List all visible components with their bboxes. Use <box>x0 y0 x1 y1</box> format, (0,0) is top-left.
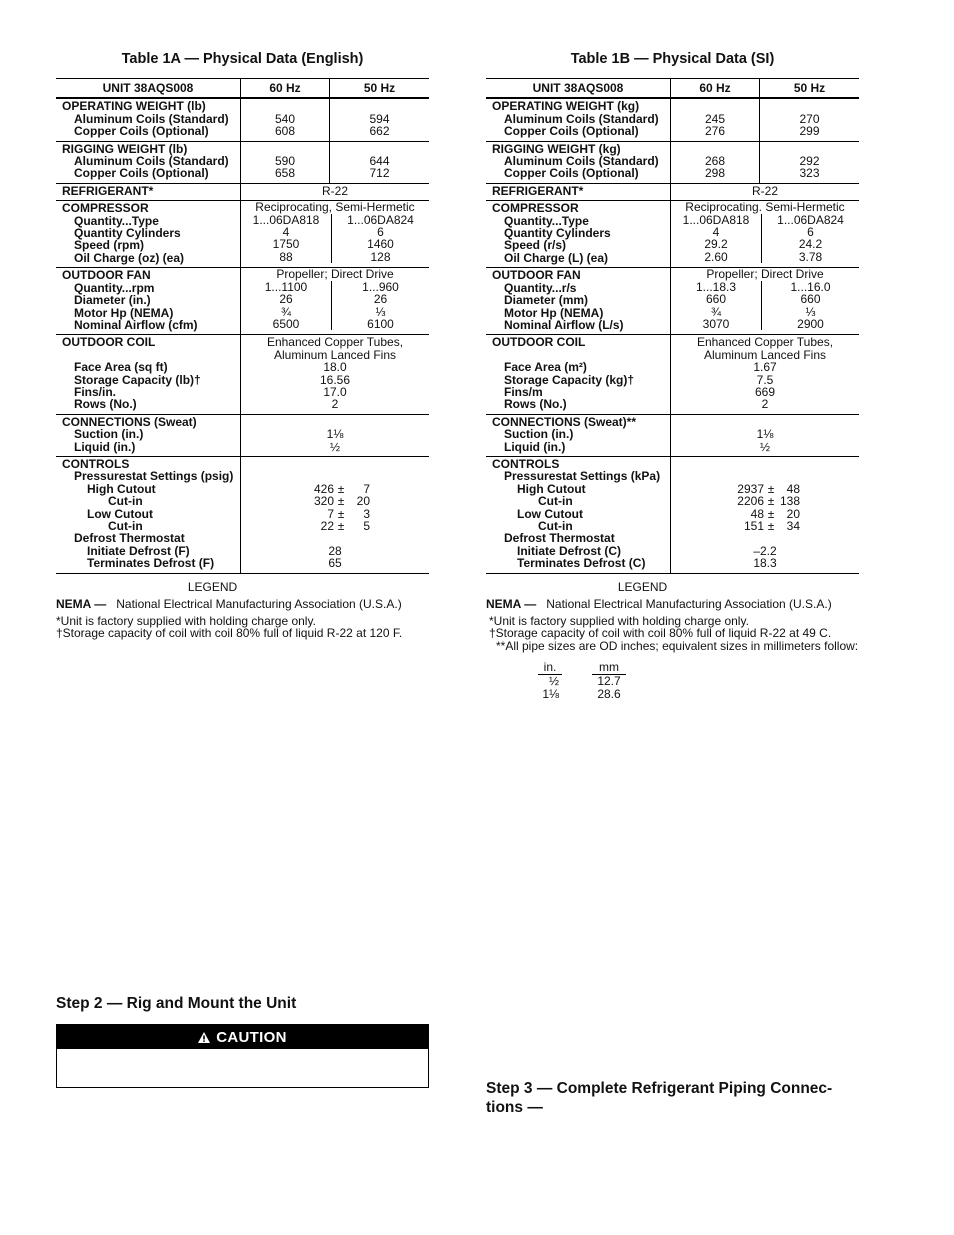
cell-value: R-22 <box>241 183 430 200</box>
plus-minus: ± <box>767 494 775 509</box>
row-label: Aluminum Coils (Standard) <box>504 111 659 126</box>
row-label: Diameter (in.) <box>74 293 151 308</box>
cell-value: 1460 <box>367 237 394 252</box>
cell-value: 26 <box>373 292 388 307</box>
legend <box>56 580 429 611</box>
footnote: **All pipe sizes are OD inches; equivalent sizes in millimeters follow: <box>496 638 859 653</box>
cell-value: 712 <box>369 166 390 181</box>
header-60hz: 60 Hz <box>671 79 760 99</box>
cell-value: 669 <box>754 384 776 399</box>
plus-minus: ± <box>337 506 345 521</box>
conv-header-mm: mm <box>592 660 626 675</box>
table-row <box>56 335 429 414</box>
cell-value: 292 <box>799 154 820 169</box>
cell-value: 151 <box>743 518 764 533</box>
conv-header-in: in. <box>538 660 562 675</box>
row-head: CONNECTIONS (Sweat) <box>62 414 197 429</box>
legend-abbr: NEMA — <box>486 596 537 611</box>
table-header-row <box>486 79 859 99</box>
legend-text: National Electrical Manufacturing Association (U.S.A.) <box>116 596 402 611</box>
row-label: Aluminum Coils (Standard) <box>504 154 659 169</box>
cell-value: 1.67 <box>753 360 777 375</box>
cell-value: 20 <box>786 506 800 521</box>
table-header-row <box>56 79 429 99</box>
row-label: Quantity...r/s <box>504 280 577 295</box>
conv-mm: 12.7 <box>597 674 621 689</box>
cell-value: 245 <box>704 111 726 126</box>
table-row <box>486 268 859 335</box>
cell-value: 3.78 <box>798 249 823 264</box>
row-label: Initiate Defrost (F) <box>87 543 190 558</box>
row-head: OUTDOOR COIL <box>492 335 586 350</box>
row-head: OUTDOOR FAN <box>492 268 581 283</box>
legend-title: LEGEND <box>617 579 668 594</box>
table-1b <box>486 78 859 574</box>
header-50hz: 50 Hz <box>760 79 860 99</box>
cell-value: 1...06DA818 <box>252 212 320 227</box>
cell-value: 660 <box>800 292 821 307</box>
cell-value: 2900 <box>797 316 824 331</box>
footnote: *Unit is factory supplied with holding charge only. <box>489 613 749 628</box>
cell-value: 1⅛ <box>326 427 344 442</box>
cell-value: 48 <box>786 481 800 496</box>
cell-value: 138 <box>779 494 800 509</box>
row-label: Suction (in.) <box>504 427 574 442</box>
row-label: Terminates Defrost (C) <box>517 556 646 571</box>
cell-value: 1...06DA818 <box>682 212 750 227</box>
row-label: Nominal Airflow (cfm) <box>74 317 198 332</box>
cell-value: 5 <box>363 518 370 533</box>
conv-mm: 28.6 <box>597 686 621 701</box>
row-label: Oil Charge (oz) (ea) <box>74 250 185 265</box>
table-row <box>56 201 429 268</box>
row-label: Copper Coils (Optional) <box>504 166 639 181</box>
footnotes <box>56 615 429 640</box>
row-label: Pressurestat Settings (kPa) <box>504 469 661 484</box>
table-row <box>486 414 859 456</box>
table-row <box>56 183 429 200</box>
cell-value: 270 <box>799 111 820 126</box>
cell-value: 22 <box>320 518 334 533</box>
row-label: Defrost Thermostat <box>74 531 185 546</box>
cell-value: 20 <box>356 494 370 509</box>
row-head: RIGGING WEIGHT (lb) <box>62 141 188 156</box>
header-50hz: 50 Hz <box>330 79 430 99</box>
cell-value: 7 <box>363 481 370 496</box>
footnote: †Storage capacity of coil with coil 80% full of liquid R-22 at 49 C. <box>489 626 832 641</box>
row-label: Cut-in <box>108 519 143 533</box>
table-row <box>486 456 859 573</box>
table-row <box>486 201 859 268</box>
row-label: Copper Coils (Optional) <box>74 166 209 181</box>
row-label: Storage Capacity (lb)† <box>74 372 201 387</box>
row-label: Suction (in.) <box>74 427 144 442</box>
legend-title: LEGEND <box>187 579 238 594</box>
row-label: Liquid (in.) <box>504 439 566 454</box>
row-label: Aluminum Coils (Standard) <box>74 111 229 126</box>
cell-value: 3070 <box>702 316 730 331</box>
cell-value: 1...18.3 <box>695 279 737 294</box>
row-label: Rows (No.) <box>504 397 567 412</box>
cell-value: 299 <box>799 124 820 139</box>
cell-value: 323 <box>799 166 820 181</box>
cell-value: 16.56 <box>319 372 351 387</box>
cell-value: 590 <box>274 154 296 169</box>
row-label: High Cutout <box>87 481 156 496</box>
row-head: COMPRESSOR <box>62 201 149 216</box>
cell-value: 2937 <box>737 481 764 496</box>
cell-value: 6500 <box>272 316 300 331</box>
cell-value: 268 <box>704 154 726 169</box>
step-2-heading: Step 2 — Rig and Mount the Unit <box>56 995 297 1012</box>
legend <box>486 580 859 611</box>
cell-value: ½ <box>329 439 340 454</box>
table-row <box>486 141 859 183</box>
cell-value: 6 <box>377 225 384 240</box>
cell-value: 608 <box>274 124 296 139</box>
row-label: Oil Charge (L) (ea) <box>504 250 609 265</box>
cell-value: 276 <box>704 124 726 139</box>
cell-value: 29.2 <box>704 237 728 252</box>
cell-value: 1...06DA824 <box>777 212 844 227</box>
row-label: Speed (rpm) <box>74 238 145 253</box>
row-label: Quantity Cylinders <box>74 226 181 241</box>
row-label: Face Area (sq ft) <box>74 360 168 375</box>
header-unit: UNIT 38AQS008 <box>56 79 241 99</box>
table-1a-title: Table 1A — Physical Data (English) <box>121 51 364 67</box>
row-head: OPERATING WEIGHT (lb) <box>62 99 206 114</box>
plus-minus: ± <box>337 494 345 509</box>
row-label: Storage Capacity (kg)† <box>504 372 635 387</box>
legend-text: National Electrical Manufacturing Association (U.S.A.) <box>546 596 832 611</box>
plus-minus: ± <box>767 481 775 496</box>
header-60hz: 60 Hz <box>241 79 330 99</box>
legend-abbr: NEMA — <box>56 596 107 611</box>
plus-minus: ± <box>767 506 775 521</box>
row-label: Quantity...Type <box>74 213 159 228</box>
row-label: Terminates Defrost (F) <box>87 556 215 571</box>
cell-value: 662 <box>369 124 390 139</box>
conv-in: ½ <box>548 674 559 689</box>
table-row <box>56 141 429 183</box>
cell-value: 6 <box>807 225 814 240</box>
footnote: †Storage capacity of coil with coil 80% full of liquid R-22 at 120 F. <box>56 626 403 641</box>
table-row <box>486 98 859 141</box>
row-label: Nominal Airflow (L/s) <box>504 317 624 332</box>
cell-value: 18.3 <box>753 556 777 571</box>
cell-value: 2.60 <box>704 249 728 264</box>
row-label: Rows (No.) <box>74 397 137 412</box>
cell-value: 7.5 <box>756 372 774 387</box>
row-head: CONTROLS <box>62 456 130 471</box>
cell-value: Reciprocating, Semi-Hermetic <box>255 200 415 215</box>
cell-value: Propeller; Direct Drive <box>706 267 824 282</box>
table-row <box>486 183 859 200</box>
cell-value: 320 <box>313 494 334 509</box>
warning-triangle-icon <box>198 1032 210 1043</box>
table-row <box>56 268 429 335</box>
cell-value: 128 <box>370 249 391 264</box>
table-row <box>56 414 429 456</box>
row-label: Diameter (mm) <box>504 293 589 308</box>
row-label: Quantity Cylinders <box>504 226 611 241</box>
row-head: OPERATING WEIGHT (kg) <box>492 99 640 114</box>
row-label: Low Cutout <box>87 506 153 521</box>
cell-value: ⅓ <box>805 304 816 319</box>
table-row <box>56 456 429 573</box>
cell-value: Enhanced Copper Tubes, <box>266 335 404 350</box>
cell-value: 426 <box>313 481 334 496</box>
cell-value: 594 <box>369 111 390 126</box>
cell-value: 298 <box>704 166 726 181</box>
cell-value: 1⅛ <box>756 427 774 442</box>
cell-value: 1...06DA824 <box>347 212 414 227</box>
footnotes <box>489 615 859 653</box>
cell-value: 1750 <box>272 237 300 252</box>
row-label: Pressurestat Settings (psig) <box>74 469 234 484</box>
row-head: OUTDOOR FAN <box>62 268 151 283</box>
cell-value: Aluminum Lanced Fins <box>273 347 397 362</box>
cell-value: 4 <box>712 225 720 240</box>
cell-value: 6100 <box>367 316 394 331</box>
cell-value: 2 <box>331 397 339 412</box>
caution-label: CAUTION <box>216 1028 287 1046</box>
row-label: Face Area (m²) <box>504 360 587 375</box>
cell-value: 4 <box>282 225 290 240</box>
plus-minus: ± <box>767 518 775 533</box>
cell-value: 1...1100 <box>264 279 308 294</box>
row-label: Cut-in <box>538 519 573 533</box>
cell-value: R-22 <box>671 183 860 200</box>
row-label: Motor Hp (NEMA) <box>504 305 604 320</box>
cell-value: 28 <box>328 543 342 558</box>
cell-value: ⅓ <box>375 304 386 319</box>
caution-box <box>56 1024 429 1088</box>
cell-value: 18.0 <box>323 360 347 375</box>
row-head: CONNECTIONS (Sweat)** <box>492 414 637 429</box>
cell-value: 2 <box>761 397 769 412</box>
plus-minus: ± <box>337 518 345 533</box>
row-label: Liquid (in.) <box>74 439 136 454</box>
row-label: Initiate Defrost (C) <box>517 543 622 558</box>
cell-value: 3 <box>363 506 370 521</box>
cell-value: Reciprocating. Semi-Hermetic <box>685 200 845 215</box>
row-label: Quantity...rpm <box>74 280 155 295</box>
cell-value: 48 <box>750 506 764 521</box>
cell-value: 7 <box>327 506 334 521</box>
table-1a-section <box>56 50 429 640</box>
plus-minus: ± <box>337 481 345 496</box>
table-1a <box>56 78 429 574</box>
pipe-size-conversion-table <box>538 660 626 700</box>
row-label: Defrost Thermostat <box>504 531 615 546</box>
cell-value: 34 <box>786 518 800 533</box>
cell-value: 644 <box>369 154 390 169</box>
row-label: Motor Hp (NEMA) <box>74 305 174 320</box>
row-head: COMPRESSOR <box>492 201 579 216</box>
cell-value: 2206 <box>737 494 764 509</box>
cell-value: Propeller; Direct Drive <box>276 267 394 282</box>
cell-value: 17.0 <box>323 384 347 399</box>
row-head: REFRIGERANT* <box>56 183 241 200</box>
table-1b-section <box>486 50 859 700</box>
cell-value: 1...16.0 <box>790 279 831 294</box>
cell-value: ¾ <box>280 304 291 319</box>
cell-value: ½ <box>759 439 770 454</box>
cell-value: ¾ <box>710 304 721 319</box>
cell-value: 658 <box>274 166 296 181</box>
cell-value: 660 <box>705 292 727 307</box>
row-label: Fins/in. <box>74 384 116 399</box>
cell-value: Aluminum Lanced Fins <box>703 347 827 362</box>
row-label: Copper Coils (Optional) <box>74 124 209 139</box>
cell-value: 26 <box>279 292 293 307</box>
row-head: REFRIGERANT* <box>486 183 671 200</box>
row-head: CONTROLS <box>492 456 560 471</box>
row-label: Cut-in <box>108 494 143 509</box>
step-3-heading: Step 3 — Complete Refrigerant Piping Connec-tions — <box>486 1080 833 1116</box>
row-label: Quantity...Type <box>504 213 589 228</box>
cell-value: 540 <box>274 111 296 126</box>
header-unit: UNIT 38AQS008 <box>486 79 671 99</box>
table-row <box>56 98 429 141</box>
row-label: Speed (r/s) <box>504 238 567 253</box>
cell-value: 24.2 <box>798 237 823 252</box>
row-head: OUTDOOR COIL <box>62 335 156 350</box>
row-label: Low Cutout <box>517 506 583 521</box>
cell-value: 88 <box>279 249 293 264</box>
row-label: Copper Coils (Optional) <box>504 124 639 139</box>
cell-value: 1...960 <box>362 279 399 294</box>
row-head: RIGGING WEIGHT (kg) <box>492 141 621 156</box>
row-label: High Cutout <box>517 481 586 496</box>
cell-value: –2.2 <box>753 543 777 558</box>
row-label: Fins/m <box>504 384 543 399</box>
cell-value: 65 <box>328 556 342 571</box>
caution-bar <box>57 1025 428 1049</box>
row-label: Cut-in <box>538 494 573 509</box>
table-row <box>486 335 859 414</box>
conv-in: 1⅛ <box>542 686 559 701</box>
table-1b-title: Table 1B — Physical Data (SI) <box>570 51 775 67</box>
row-label: Aluminum Coils (Standard) <box>74 154 229 169</box>
cell-value: Enhanced Copper Tubes, <box>696 335 834 350</box>
footnote: *Unit is factory supplied with holding charge only. <box>56 613 316 628</box>
